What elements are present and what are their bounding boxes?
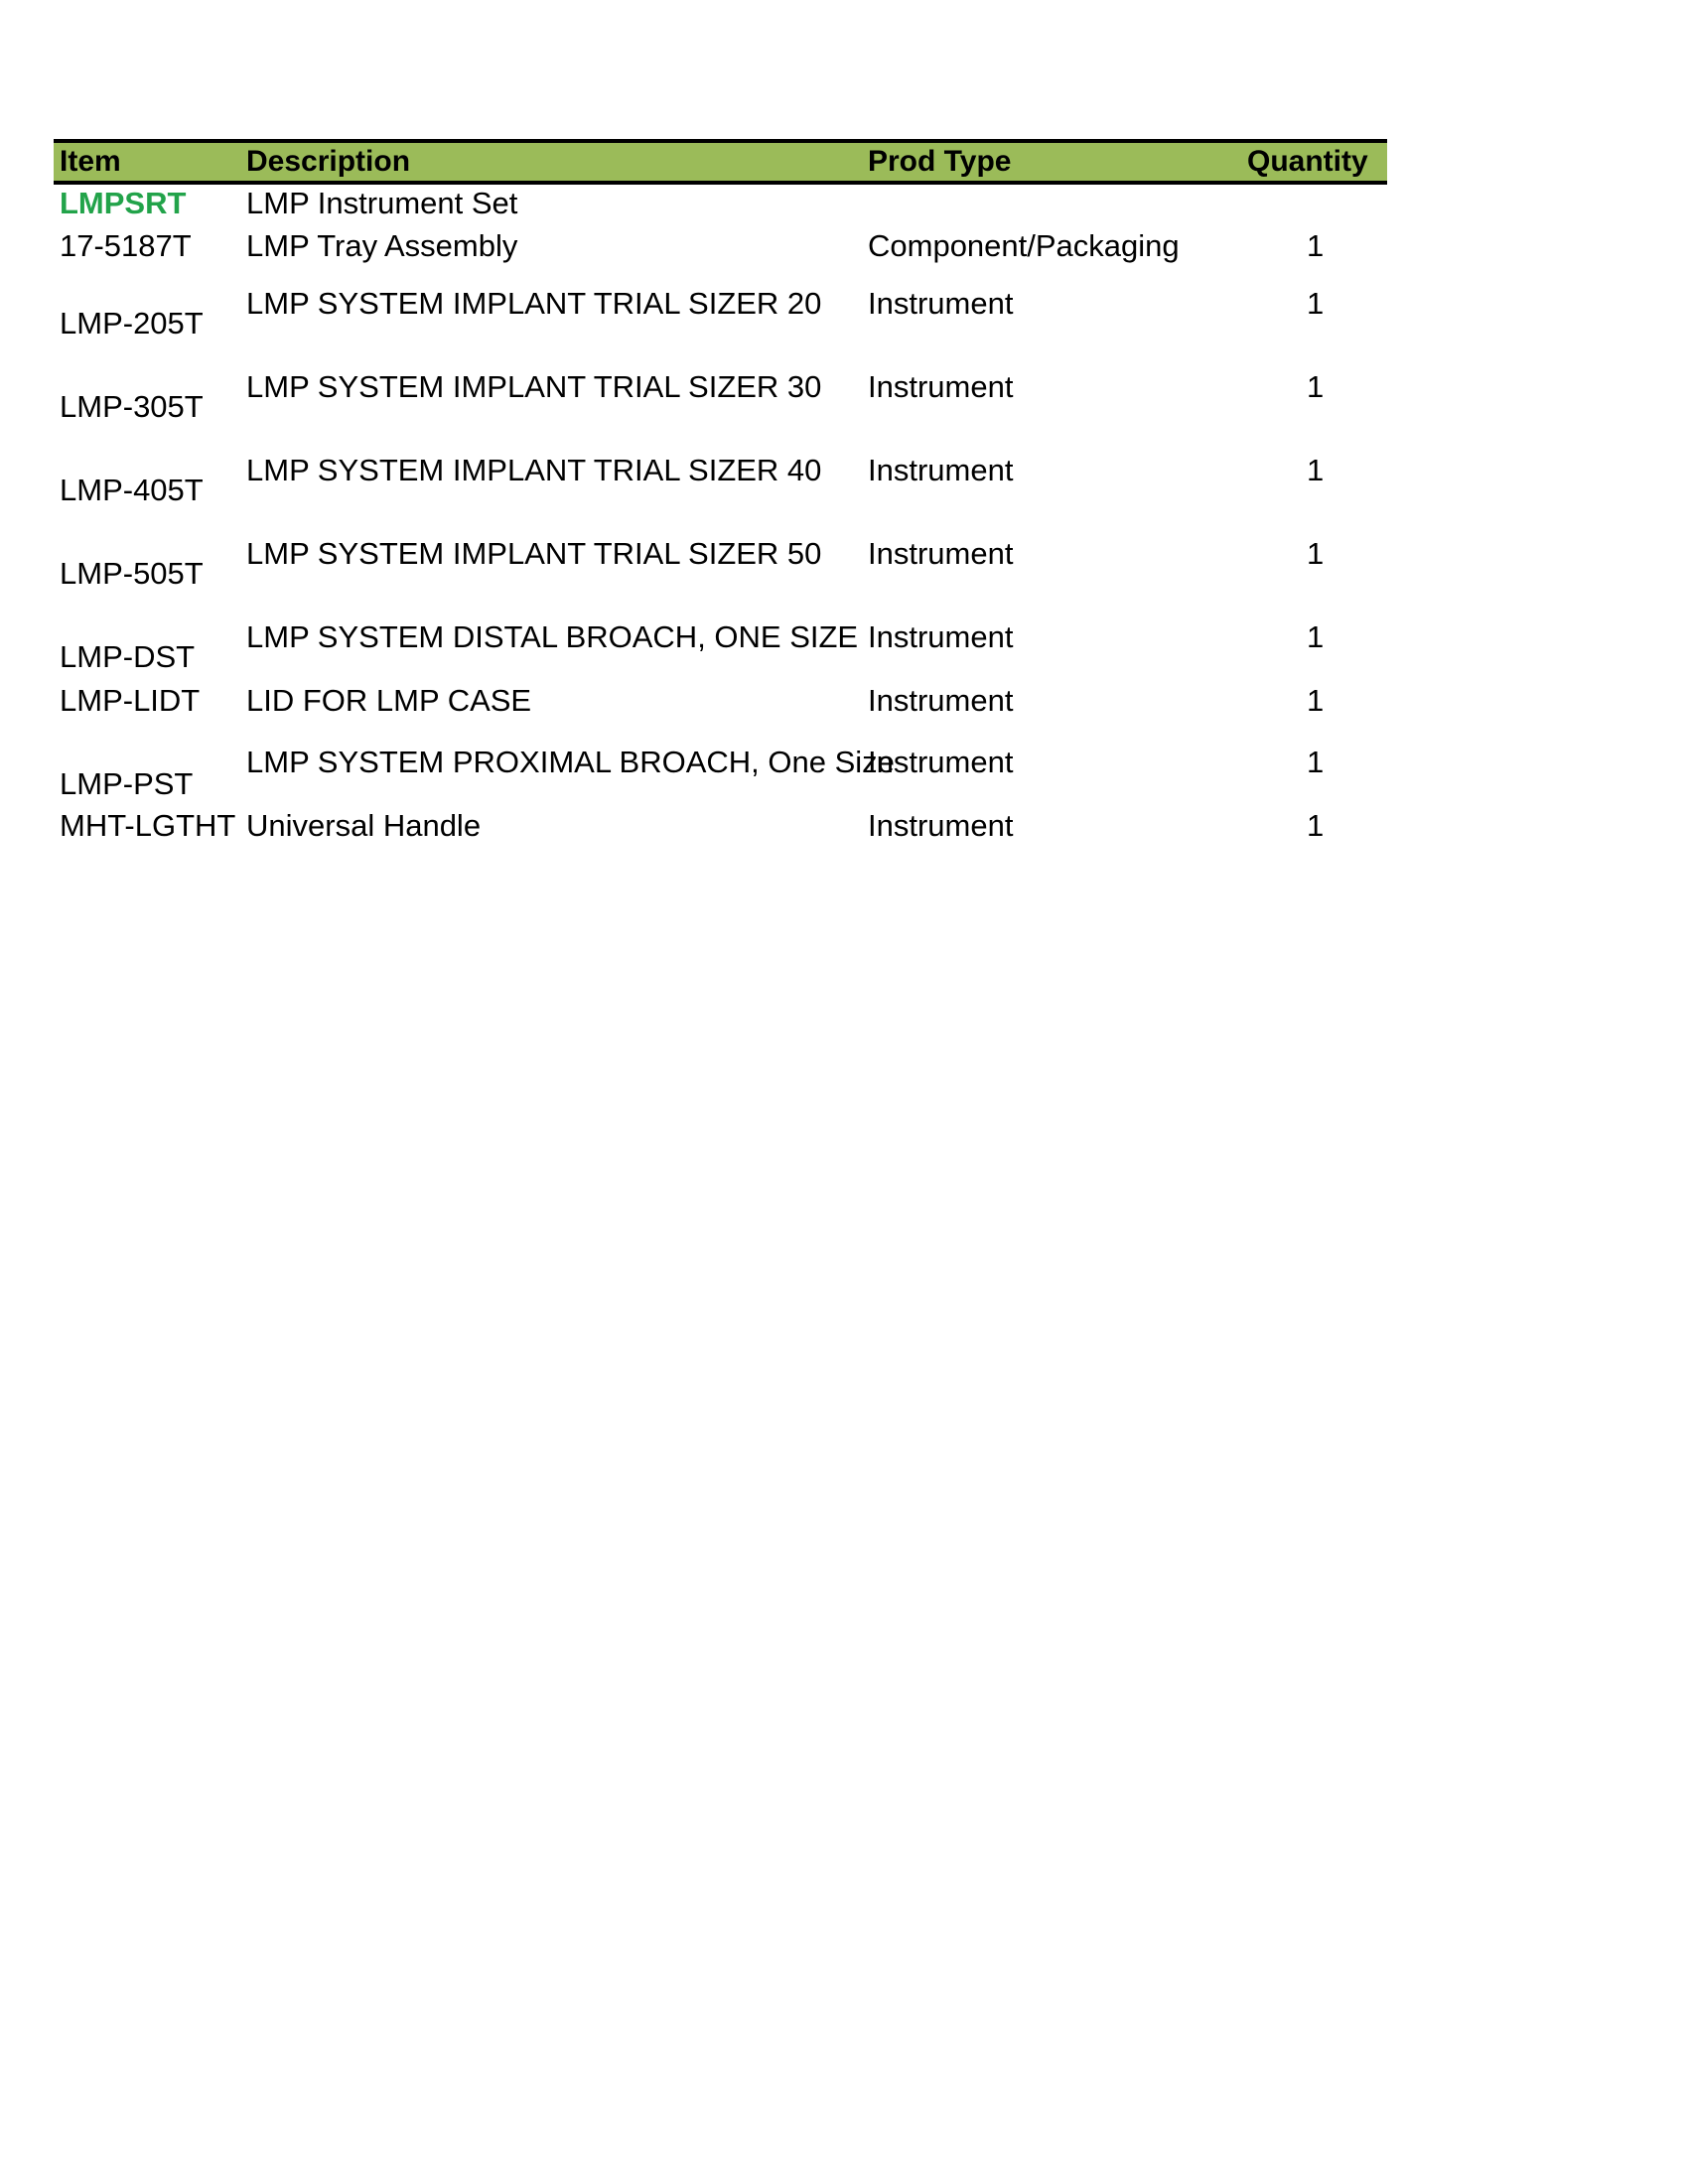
item-quantity: 1 [1307,745,1325,779]
item-prod-type: Instrument [868,808,1014,843]
table-row [54,183,1387,224]
table-row [54,433,1387,516]
item-code: LMP-405T [60,473,204,507]
item-quantity: 1 [1307,369,1325,404]
item-prod-type: Component/Packaging [868,228,1180,263]
item-quantity: 1 [1307,619,1325,654]
item-code: LMP-505T [60,556,204,591]
header-description: Description [246,145,411,178]
table-row [54,224,1387,266]
item-description: LID FOR LMP CASE [246,683,532,718]
item-code: MHT-LGTHT [60,808,236,843]
table-row [54,266,1387,349]
parts-table [54,139,1387,843]
item-description: LMP SYSTEM IMPLANT TRIAL SIZER 50 [246,536,822,571]
item-prod-type: Instrument [868,369,1014,404]
item-code: LMP-305T [60,389,204,424]
item-prod-type: Instrument [868,536,1014,571]
item-quantity: 1 [1307,228,1325,263]
item-quantity: 1 [1307,683,1325,718]
item-prod-type: Instrument [868,683,1014,718]
item-description: LMP SYSTEM DISTAL BROACH, ONE SIZE [246,619,859,654]
header-quantity: Quantity [1247,145,1368,178]
item-prod-type: Instrument [868,286,1014,321]
item-code: LMP-PST [60,766,194,801]
item-description: LMP SYSTEM PROXIMAL BROACH, One Size [246,745,895,779]
item-description: Universal Handle [246,808,482,843]
table-row [54,600,1387,683]
item-code: LMP-DST [60,639,196,674]
table-row [54,683,1387,725]
item-prod-type: Instrument [868,619,1014,654]
item-quantity: 1 [1307,536,1325,571]
item-code: LMP-LIDT [60,683,201,718]
table-row [54,516,1387,600]
item-code: 17-5187T [60,228,192,263]
item-description: LMP SYSTEM IMPLANT TRIAL SIZER 20 [246,286,822,321]
item-quantity: 1 [1307,808,1325,843]
table-row [54,808,1387,850]
item-prod-type: Instrument [868,453,1014,487]
item-prod-type: Instrument [868,745,1014,779]
item-quantity: 1 [1307,286,1325,321]
table-row [54,725,1387,808]
table-header [54,139,1387,185]
table-row [54,349,1387,433]
item-quantity: 1 [1307,453,1325,487]
item-code: LMPSRT [60,186,187,220]
item-description: LMP SYSTEM IMPLANT TRIAL SIZER 40 [246,453,822,487]
item-code: LMP-205T [60,306,204,341]
header-item: Item [60,145,121,178]
item-description: LMP Instrument Set [246,186,518,220]
item-description: LMP Tray Assembly [246,228,518,263]
header-prod-type: Prod Type [868,145,1012,178]
item-description: LMP SYSTEM IMPLANT TRIAL SIZER 30 [246,369,822,404]
